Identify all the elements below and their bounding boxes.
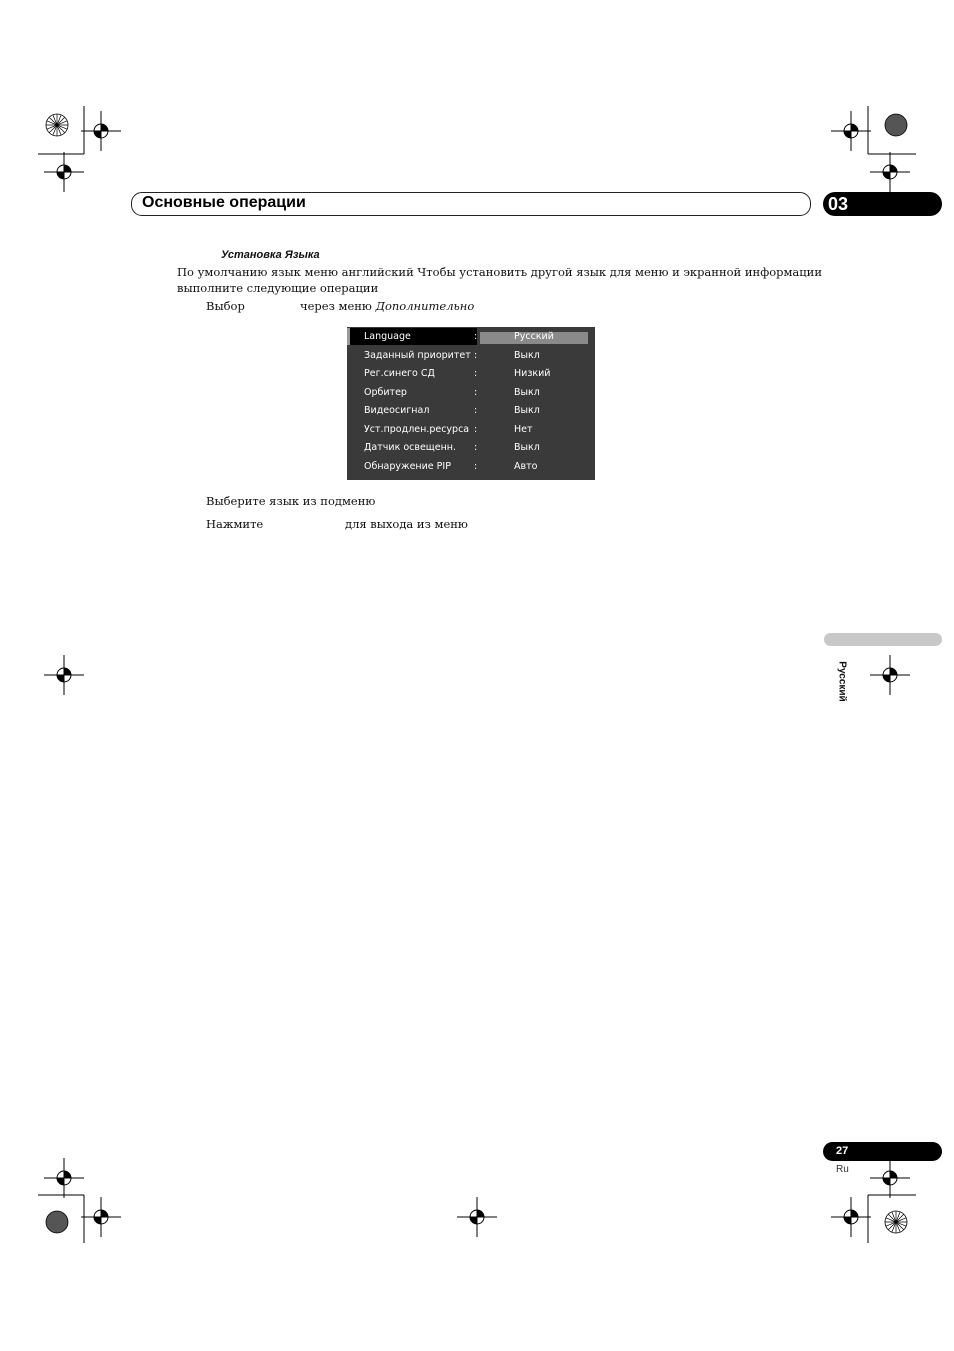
osd-row-blue-led[interactable] bbox=[347, 365, 595, 382]
intro-text-line-2: выполните следующие операции bbox=[177, 281, 379, 295]
step-3-suffix: для выхода из меню bbox=[345, 517, 468, 531]
page-language-code: Ru bbox=[836, 1164, 849, 1175]
osd-row-preset-priority[interactable] bbox=[347, 347, 595, 364]
chapter-number: 03 bbox=[828, 194, 849, 214]
crosshair-mark bbox=[870, 655, 910, 695]
osd-row-colon: : bbox=[474, 387, 478, 398]
section-heading: Установка Языка bbox=[221, 249, 320, 261]
osd-row-pip-detect[interactable] bbox=[347, 458, 595, 475]
osd-row-colon: : bbox=[474, 405, 478, 416]
registration-star-mark bbox=[885, 1211, 907, 1233]
crosshair-mark bbox=[457, 1197, 497, 1237]
osd-row-value: Русский bbox=[514, 331, 554, 342]
osd-row-colon: : bbox=[474, 461, 478, 472]
osd-row-language[interactable] bbox=[347, 328, 595, 345]
osd-row-colon: : bbox=[474, 350, 478, 361]
osd-row-video-signal[interactable] bbox=[347, 402, 595, 419]
osd-row-colon: : bbox=[474, 331, 478, 342]
osd-row-colon: : bbox=[474, 424, 478, 435]
osd-row-value: Нет bbox=[514, 424, 533, 435]
crosshair-mark bbox=[81, 111, 121, 151]
osd-row-label: Видеосигнал bbox=[364, 405, 430, 416]
registration-dot-mark bbox=[46, 1211, 68, 1233]
osd-row-value: Выкл bbox=[514, 350, 540, 361]
osd-row-label: Датчик освещенн. bbox=[364, 442, 457, 453]
crosshair-mark bbox=[831, 1197, 871, 1237]
crosshair-mark bbox=[870, 152, 910, 192]
osd-row-label: Заданный приоритет bbox=[364, 350, 471, 361]
osd-row-value: Выкл bbox=[514, 442, 540, 453]
osd-row-label: Орбитер bbox=[364, 387, 407, 398]
crosshair-mark bbox=[831, 111, 871, 151]
osd-row-label: Обнаружение PIP bbox=[364, 461, 451, 472]
osd-row-light-sensor[interactable] bbox=[347, 439, 595, 456]
registration-star-mark bbox=[46, 114, 68, 136]
crosshair-mark bbox=[870, 1158, 910, 1198]
osd-row-label: Уст.продлен.ресурса bbox=[364, 424, 470, 435]
crosshair-mark bbox=[44, 655, 84, 695]
osd-row-value: Выкл bbox=[514, 387, 540, 398]
page-number: 27 bbox=[836, 1145, 849, 1157]
osd-row-colon: : bbox=[474, 368, 478, 379]
step-2-text: Выберите язык из подменю bbox=[206, 494, 376, 508]
osd-row-label: Language bbox=[364, 331, 411, 342]
step-1-menu-name: Дополнительно bbox=[375, 299, 475, 313]
chapter-title: Основные операции bbox=[142, 194, 306, 211]
registration-dot-mark bbox=[885, 114, 907, 136]
step-1-text bbox=[300, 298, 474, 314]
osd-row-value: Низкий bbox=[514, 368, 551, 379]
intro-text-line-1: По умолчанию язык меню английский Чтобы установить другой язык для меню и экранной информации bbox=[177, 265, 823, 279]
osd-row-orbiter[interactable] bbox=[347, 384, 595, 401]
crosshair-mark bbox=[44, 1158, 84, 1198]
step-1-prefix: Выбор bbox=[206, 299, 245, 313]
osd-row-extended-life[interactable] bbox=[347, 421, 595, 438]
osd-settings-menu bbox=[347, 327, 595, 480]
language-side-tab bbox=[824, 633, 942, 646]
step-1-middle: через меню bbox=[300, 299, 372, 313]
osd-row-colon: : bbox=[474, 442, 478, 453]
osd-row-value: Авто bbox=[514, 461, 538, 472]
step-3-prefix: Нажмите bbox=[206, 517, 264, 531]
osd-row-value: Выкл bbox=[514, 405, 540, 416]
crosshair-mark bbox=[81, 1197, 121, 1237]
osd-row-label: Рег.синего СД bbox=[364, 368, 435, 379]
crosshair-mark bbox=[44, 152, 84, 192]
side-tab-language-label: Русский bbox=[836, 661, 848, 702]
